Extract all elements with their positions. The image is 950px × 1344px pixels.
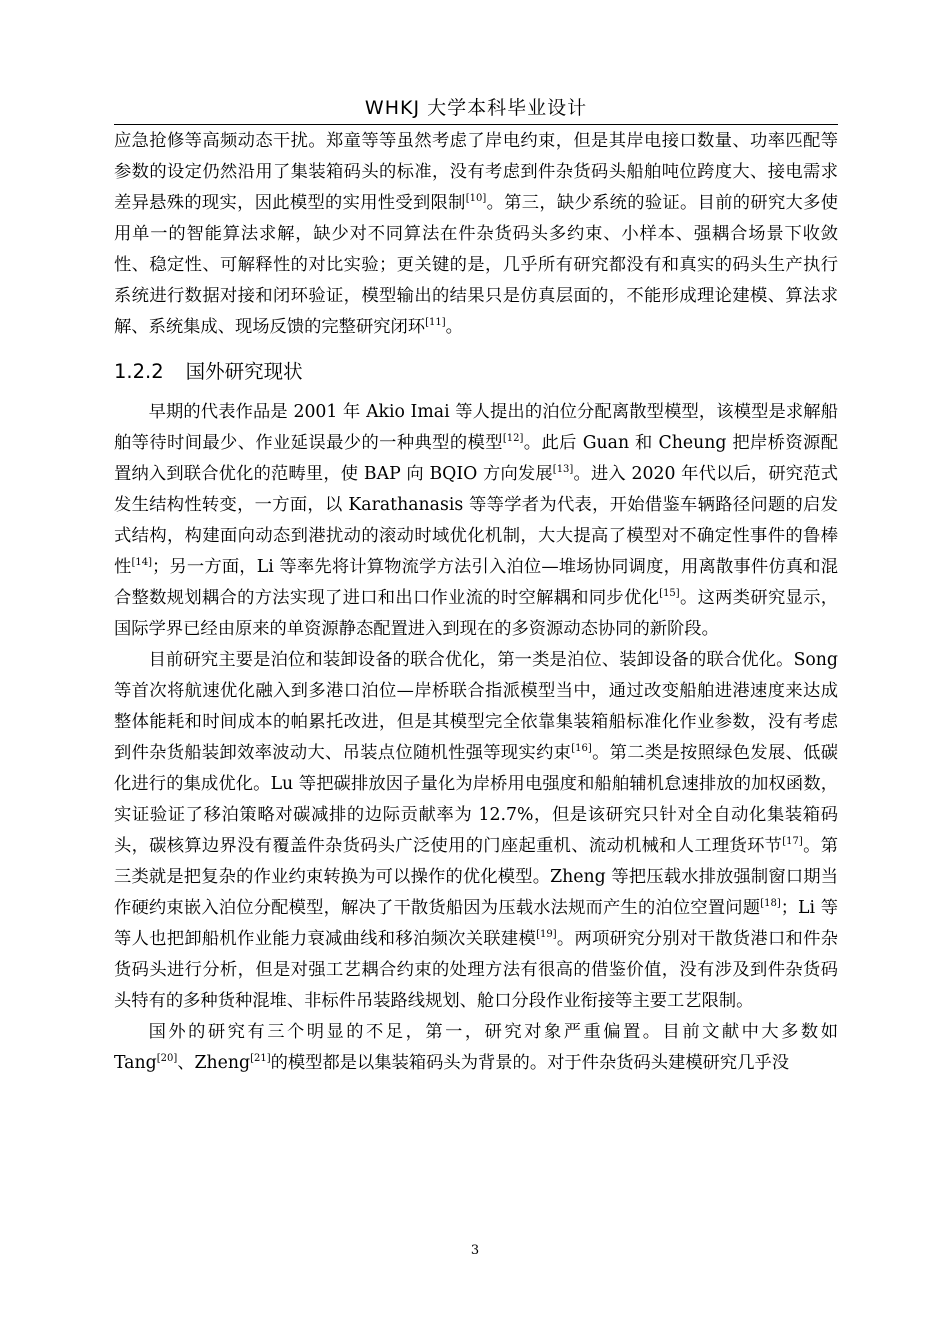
section-number: 1.2.2 [114, 360, 164, 383]
text: 国外的研究有三个明显的不足，第一，研究对象严重偏置。目前文献中大多数如 Tang [114, 1022, 838, 1073]
paragraph [114, 645, 838, 1017]
citation: [20] [156, 1053, 178, 1065]
text: 。此后 Guan 和 Cheung 把岸桥资源配置纳入到联合优化的范畴里，使 BAP 向 BQIO 方向发展 [114, 433, 838, 484]
citation: [17] [782, 836, 803, 848]
text: 应急抢修等高频动态干扰。郑童等等虽然考虑了岸电约束，但是其岸电接口数量、功率匹配等参数的设定仍然沿用了集装箱码头的标准，没有考虑到件杂货码头船舶吨位跨度大、接电需求差异悬殊的现实，因此模型的实用性受到限制 [114, 131, 838, 213]
text: 。第三，缺少系统的验证。目前的研究大多使用单一的智能算法求解，缺少对不同算法在件杂货码头多约束、小样本、强耦合场景下收敛性、稳定性、可解释性的对比实验；更关键的是，几乎所有研究都没有和真实的码头生产执行系统进行数据对接和闭环验证，模型输出的结果只是仿真层面的，不能形成理论建模、算法求解、系统集成、现场反馈的完整研究闭环 [114, 193, 838, 337]
paragraph-continued [114, 126, 838, 343]
citation: [14] [131, 557, 152, 569]
page-number: 3 [470, 1243, 480, 1258]
paragraph [114, 1017, 838, 1079]
document-body [114, 126, 838, 1079]
citation: [11] [425, 317, 446, 329]
citation: [21] [250, 1053, 271, 1065]
header-rule [114, 124, 838, 125]
text: ；另一方面，Li 等率先将计算物流学方法引入泊位—堆场协同调度，用离散事件仿真和混合整数规划耦合的方法实现了进口和出口作业流的时空解耦和同步优化 [114, 557, 838, 608]
citation: [13] [552, 464, 574, 476]
citation: [16] [571, 743, 592, 755]
text: 。第二类是按照绿色发展、低碳化进行的集成优化。Lu 等把碳排放因子量化为岸桥用电强度和船舶辅机怠速排放的加权函数，实证验证了移泊策略对碳减排的边际贡献率为 12.7%，但是该研究只针对全自动化集装箱码头，碳核算边界没有覆盖件杂货码头广泛使用的门座起重机、流动机械和人工理货环节 [114, 743, 838, 856]
text: 目前研究主要是泊位和装卸设备的联合优化，第一类是泊位、装卸设备的联合优化。Song 等首次将航速优化融入到多港口泊位—岸桥联合指派模型当中，通过改变船舶进港速度来达成整体能耗和时间成本的帕累托改进，但是其模型完全依靠集装箱船标准化作业参数，没有考虑到件杂货船装卸效率波动大、吊装点位随机性强等现实约束 [114, 650, 838, 763]
paragraph [114, 397, 838, 645]
text: ；Li 等等人也把卸船机作业能力衰减曲线和移泊频次关联建模 [114, 898, 838, 949]
citation: [10] [465, 193, 487, 205]
citation: [19] [536, 929, 557, 941]
text: 。 [445, 317, 463, 337]
text: 。这两类研究显示，国际学界已经由原来的单资源静态配置进入到现在的多资源动态协同的新阶段。 [114, 588, 838, 639]
citation: [18] [760, 898, 781, 910]
citation: [15] [659, 588, 680, 600]
citation: [12] [502, 433, 524, 445]
text: 早期的代表作品是 2001 年 Akio Imai 等人提出的泊位分配离散型模型，该模型是求解船舶等待时间最少、作业延误最少的一种典型的模型 [114, 402, 838, 453]
text: 。进入 2020 年代以后，研究范式发生结构性转变，一方面，以 Karathanasis 等等学者为代表，开始借鉴车辆路径问题的启发式结构，构建面向动态到港扰动的滚动时域优化机制，大大提高了模型对不确定性事件的鲁棒性 [114, 464, 838, 577]
page-header: WHKJ 大学本科毕业设计 [364, 97, 588, 119]
section-title: 国外研究现状 [185, 360, 303, 383]
text: 、Zheng [177, 1053, 251, 1073]
section-heading [114, 356, 838, 388]
text: 的模型都是以集装箱码头为背景的。对于件杂货码头建模研究几乎没 [270, 1053, 790, 1073]
text: 。第三类就是把复杂的作业约束转换为可以操作的优化模型。Zheng 等把压载水排放强制窗口期当作硬约束嵌入泊位分配模型，解决了干散货船因为压载水法规而产生的泊位空置问题 [114, 836, 838, 918]
text: 。两项研究分别对干散货港口和件杂货码头进行分析，但是对强工艺耦合约束的处理方法有很高的借鉴价值，没有涉及到件杂货码头特有的多种货种混堆、非标件吊装路线规划、舱口分段作业衔接等主要工艺限制。 [114, 929, 838, 1011]
